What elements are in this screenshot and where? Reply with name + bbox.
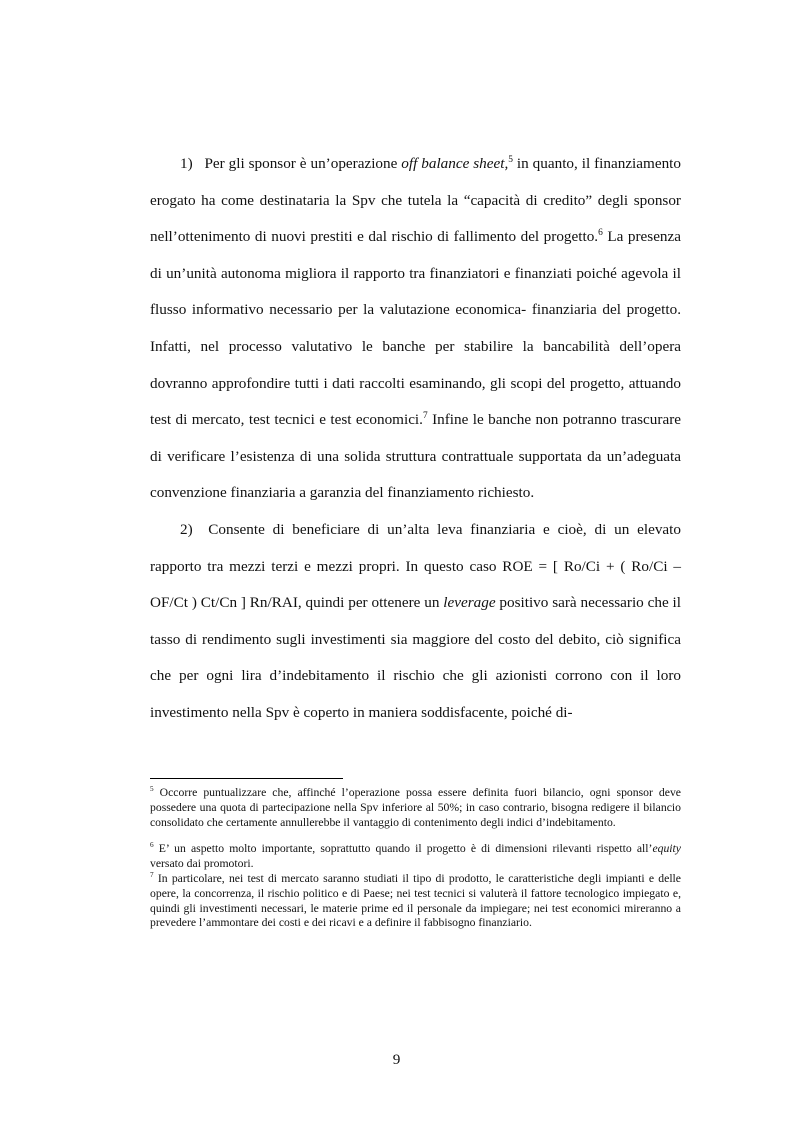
footnote-number: 5 bbox=[150, 785, 154, 794]
footnote-separator bbox=[150, 778, 343, 779]
emphasis-equity: equity bbox=[652, 842, 681, 856]
footnote-7: $^7$ In particolare, nei test di mercato saranno studiati il tipo di prodotto, le caratteristiche degli impianti e delle opere, la concorrenza, il rischio politico e di Paese; nei test tecnici si valuterà il fattore tecnologico impiegato e, quindi gli investimenti necessari, le materie prime ed il personale da impiegare; nei test economici mireranno a prevedere l’ammontare dei costi e dei ricavi e a definire il fabbisogno finanziario. bbox=[150, 871, 681, 930]
emphasis-off-balance-sheet: off balance sheet, bbox=[401, 155, 509, 172]
paragraph-1: 1) Per gli sponsor è un’operazione off balance sheet,$^5$ in quanto, il finanziamento erogato ha come destinataria la Spv che tutela la “capacità di credito” degli sponsor nell’ottenimento di nuovi prestiti e dal rischio di fallimento del progetto.$^6$ La presenza di un’unità autonoma migliora il rapporto tra finanziatori e finanziati poiché agevola il flusso informativo necessario per la valutazione economica- finanziaria del progetto. Infatti, nel processo valutativo le banche per stabilire la bancabilità dell’opera dovranno approfondire tutti i dati raccolti esaminando, gli scopi del progetto, attuando test di mercato, test tecnici e test economici.$^7$ Infine le banche non potranno trascurare di verificare l’esistenza di una solida struttura contrattuale supportata da un’adeguata convenzione finanziaria a garanzia del finanziamento richiesto. bbox=[150, 154, 682, 502]
footnotes bbox=[150, 786, 681, 931]
footnote-number: 7 bbox=[150, 871, 154, 880]
footnote-ref-6[interactable]: 6 bbox=[598, 228, 603, 239]
footnote-ref-7[interactable]: 7 bbox=[422, 411, 428, 422]
page-number: 9 bbox=[392, 1051, 401, 1068]
footnote-6: $^6$ E’ un aspetto molto importante, soprattutto quando il progetto è di dimensioni rilevanti rispetto all’equity versato dai promotori. bbox=[150, 841, 681, 871]
footnote-5: $^5$ Occorre puntualizzare che, affinché l’operazione possa essere definita fuori bilancio, ogni sponsor deve possedere una quota di partecipazione nella Spv inferiore al 50%; in caso contrario, bisogna redigere il bilancio consolidato che certamente annullerebbe il vantaggio di contenimento degli indici d’indebitamento. bbox=[150, 785, 681, 829]
footnote-ref-5[interactable]: 5 bbox=[508, 154, 513, 165]
body-text bbox=[150, 146, 681, 732]
emphasis-leverage: leverage bbox=[443, 594, 496, 612]
footnote-number: 6 bbox=[150, 841, 154, 850]
paragraph-2: 2) Consente di beneficiare di un’alta leva finanziaria e cioè, di un elevato rapporto tra mezzi terzi e mezzi propri. In questo caso ROE = [ Ro/Ci + ( Ro/Ci – OF/Ct ) Ct/Cn ] Rn/RAI, quindi per ottenere un leverage positivo sarà necessario che il tasso di rendimento sugli investimenti sia maggiore del costo del debito, ciò significa che per ogni lira d’indebitamento il rischio che gli azionisti corrono con il loro investimento nella Spv è coperto in maniera soddisfacente, poiché di- bbox=[150, 520, 681, 721]
